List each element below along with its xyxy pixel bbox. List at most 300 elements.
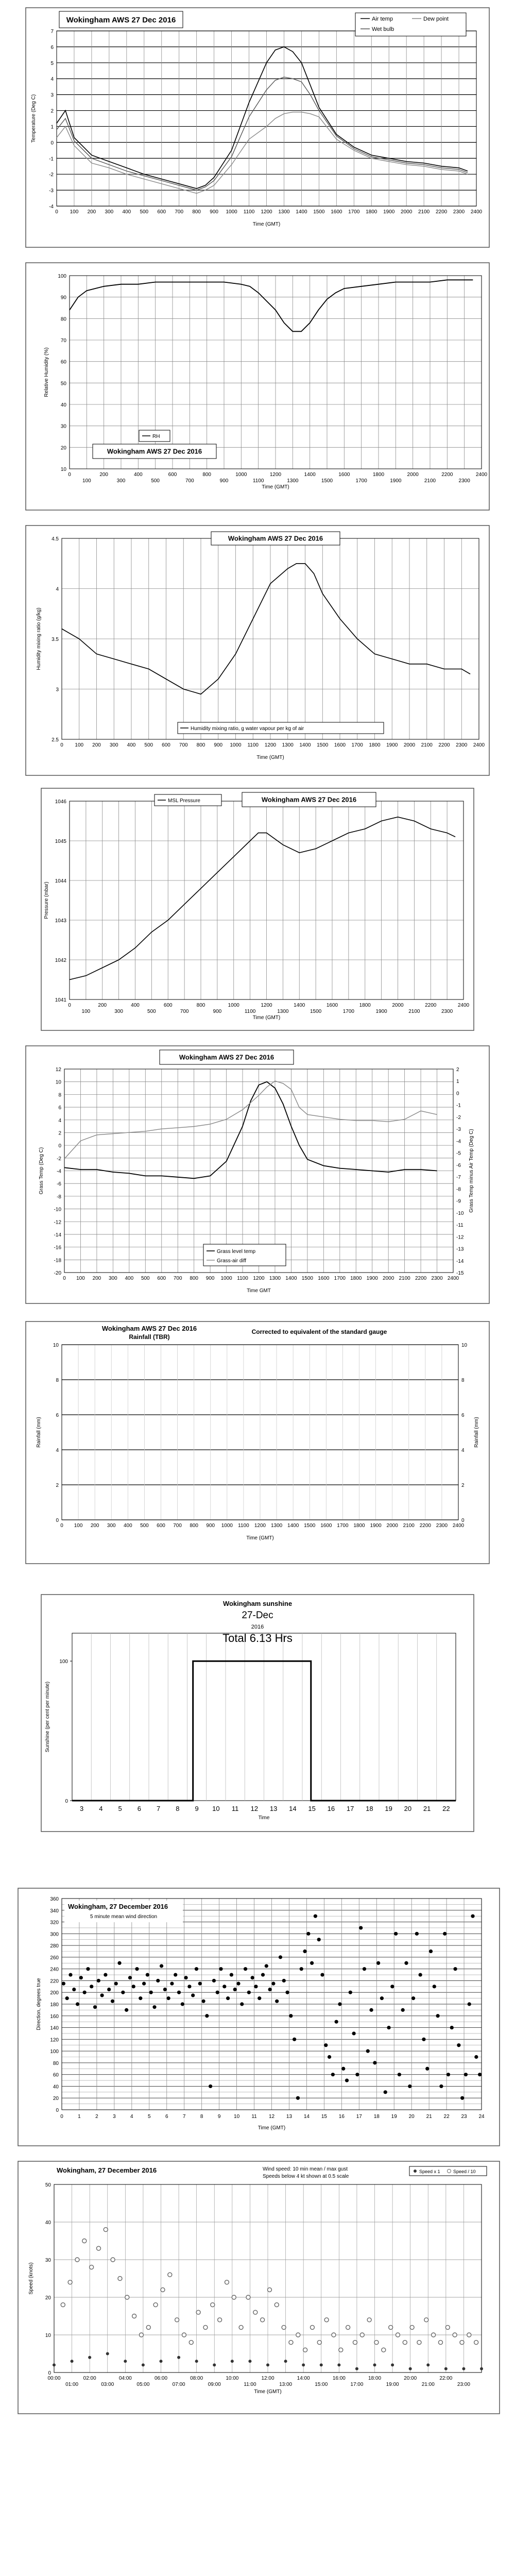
x-tick-label: 1600	[331, 209, 342, 215]
x-axis-label: Time (GMT)	[262, 484, 289, 490]
x-tick-label: 1200	[253, 1276, 265, 1281]
x-tick-label: 500	[140, 209, 149, 215]
y2-tick-label: -14	[456, 1258, 464, 1264]
wind-direction-point	[139, 1996, 142, 2000]
y2-tick-label: 0	[456, 1091, 459, 1097]
wind-direction-point	[289, 2014, 293, 2018]
y-tick-label: -4	[57, 1168, 61, 1175]
x-tick-label: 100	[74, 1523, 83, 1529]
x-tick-label: 23	[461, 2114, 467, 2120]
x-tick-label: 2300	[453, 209, 465, 215]
x-tick-label: 600	[157, 1523, 165, 1529]
x-tick-label: 03:00	[101, 2382, 114, 2387]
x-tick-label: 1200	[254, 1523, 266, 1529]
y-tick-label: 80	[60, 316, 66, 323]
y-tick-label: 4.5	[52, 536, 59, 542]
y-tick-label: 1045	[55, 839, 66, 844]
x-tick-label: 1900	[386, 742, 398, 748]
speed-x1-point	[320, 2363, 323, 2366]
x-tick-label: 300	[109, 742, 118, 748]
wind-direction-point	[404, 1961, 408, 1965]
chart-title: Wokingham AWS 27 Dec 2016	[107, 447, 202, 455]
x-tick-label: 18	[373, 2114, 380, 2120]
x-tick-label: 1800	[372, 472, 385, 478]
speed-div10-point	[432, 2333, 436, 2337]
wind-direction-point	[177, 1991, 181, 1994]
wind-direction-point	[303, 1950, 306, 1953]
x-tick-label: 1400	[299, 742, 311, 748]
chart-title: Wokingham AWS 27 Dec 2016	[101, 1325, 197, 1332]
x-tick-label: 1100	[252, 478, 264, 484]
wind-direction-point	[331, 2073, 335, 2076]
x-tick-label: 900	[205, 1276, 215, 1281]
wind-direction-point	[411, 1996, 415, 2000]
y2-tick-label: -6	[456, 1162, 461, 1168]
wind-direction-point	[425, 2067, 429, 2071]
y2-tick-label: -3	[456, 1127, 461, 1133]
y-tick-label: 3	[50, 92, 54, 98]
chart-subtitle: 5 minute mean wind direction	[90, 1914, 158, 1920]
y-tick-label: 6	[58, 1105, 61, 1111]
chart-title: Wokingham AWS 27 Dec 2016	[179, 1053, 274, 1061]
wind-direction-point	[338, 2002, 341, 2006]
y2-tick-label: -12	[456, 1234, 464, 1241]
y-axis-label: Temperature (Deg C)	[31, 94, 37, 143]
wind-direction-point	[352, 2031, 356, 2035]
x-tick-label: 15:00	[315, 2382, 328, 2387]
wind-direction-point	[433, 1985, 436, 1988]
wind-direction-point	[394, 1932, 398, 1936]
wind-direction-point	[335, 2020, 338, 2024]
wind-direction-point	[117, 1961, 121, 1965]
speed-x1-point	[391, 2363, 394, 2366]
y-tick-label: 340	[50, 1908, 59, 1914]
wind-direction-point	[198, 1982, 202, 1986]
x-tick-label: 600	[168, 472, 177, 478]
speed-div10-point	[111, 2258, 115, 2262]
x-tick-label: 1800	[369, 742, 381, 748]
y-tick-label: 40	[60, 402, 66, 408]
x-tick-label: 9	[195, 1805, 199, 1812]
x-tick-label: 14:00	[297, 2376, 310, 2381]
x-tick-label: 1000	[228, 1003, 239, 1008]
y-tick-label: 1046	[55, 799, 66, 805]
x-tick-label: 19	[385, 1805, 392, 1812]
y-tick-label: 100	[50, 2049, 59, 2055]
x-tick-label: 2000	[386, 1523, 398, 1529]
speed-x1-point	[53, 2363, 56, 2366]
speed-x1-point	[284, 2360, 287, 2363]
x-tick-label: 2100	[424, 478, 436, 484]
x-tick-label: 13	[269, 1805, 278, 1812]
x-tick-label: 1700	[334, 1276, 346, 1281]
wind-direction-point	[439, 2084, 443, 2088]
speed-x1-point	[160, 2360, 163, 2363]
y-tick-label: 0	[48, 2370, 51, 2376]
speed-div10-point	[282, 2325, 286, 2329]
speed-div10-point	[410, 2325, 414, 2329]
x-tick-label: 800	[202, 472, 212, 478]
wind-direction-point	[275, 1999, 279, 2003]
x-tick-label: 1300	[282, 742, 294, 748]
pressure-chart	[0, 783, 515, 1036]
wind-direction-point	[376, 1961, 380, 1965]
wind-direction-point	[457, 2043, 460, 2047]
x-tick-label: 700	[173, 1276, 182, 1281]
chart-note: Corrected to equivalent of the standard gauge	[251, 1328, 387, 1335]
y-axis-label: Direction, degrees true	[36, 1978, 42, 2030]
wind-direction-point	[293, 2038, 296, 2041]
x-tick-label: 2200	[419, 1523, 431, 1529]
x-tick-label: 2200	[425, 1003, 437, 1008]
y-tick-label: 2	[58, 1130, 61, 1137]
wind-speed-chart	[0, 2156, 515, 2419]
y-tick-label: -12	[54, 1219, 61, 1226]
wind-speed-panel	[0, 2156, 515, 2419]
speed-div10-point	[225, 2280, 229, 2284]
x-tick-label: 14	[303, 2114, 310, 2120]
speed-x1-point	[444, 2367, 448, 2370]
wind-direction-point	[310, 1961, 314, 1965]
x-tick-label: 7	[182, 2114, 186, 2120]
speed-div10-point	[189, 2341, 193, 2345]
x-tick-label: 4	[130, 2114, 133, 2120]
x-tick-label: 1200	[261, 209, 272, 215]
legend-label: Dew point	[423, 16, 449, 22]
wind-direction-point	[97, 1979, 100, 1982]
pressure-panel	[0, 783, 515, 1036]
y2-tick-label: -4	[456, 1139, 461, 1145]
x-tick-label: 2300	[441, 1009, 453, 1014]
speed-div10-point	[168, 2273, 172, 2277]
x-tick-label: 1200	[269, 472, 282, 478]
wind-direction-point	[268, 1988, 272, 1991]
speed-div10-point	[317, 2341, 321, 2345]
x-tick-label: 5	[118, 1805, 122, 1812]
x-tick-label: 1200	[264, 742, 277, 748]
x-tick-label: 1400	[304, 472, 316, 478]
y-tick-label: 280	[50, 1943, 59, 1950]
y-tick-label: 3.5	[52, 637, 59, 642]
y2-tick-label: -5	[456, 1150, 461, 1157]
speed-div10-point	[218, 2318, 222, 2322]
x-tick-label: 500	[151, 478, 160, 484]
x-tick-label: 8	[200, 2114, 203, 2120]
wind-direction-point	[90, 1985, 93, 1988]
x-tick-label: 1800	[353, 1523, 365, 1529]
x-tick-label: 1400	[296, 209, 307, 215]
legend-label: MSL Pressure	[168, 798, 200, 804]
y2-tick-label: 0	[461, 1518, 465, 1523]
chart-title: Wokingham, 27 December 2016	[57, 2166, 157, 2174]
wind-direction-point	[93, 2005, 97, 2009]
y-tick-label: 10	[53, 1343, 59, 1348]
x-tick-label: 2400	[470, 209, 483, 215]
wind-direction-point	[314, 1914, 317, 1918]
y2-tick-label: 8	[461, 1378, 465, 1383]
speed-x1-point	[195, 2360, 198, 2363]
y-tick-label: 200	[50, 1990, 59, 1996]
y-tick-label: 2	[50, 108, 54, 114]
x-tick-label: 12	[268, 2114, 275, 2120]
speed-div10-point	[332, 2333, 336, 2337]
x-tick-label: 1300	[269, 1276, 281, 1281]
chart-date: 27-Dec	[242, 1610, 273, 1621]
speed-div10-point	[374, 2341, 379, 2345]
y-tick-label: 4	[50, 76, 54, 82]
speed-x1-point	[337, 2363, 340, 2366]
x-tick-label: 100	[76, 1276, 85, 1281]
speed-x1-point	[213, 2363, 216, 2366]
speed-div10-point	[253, 2310, 258, 2314]
x-tick-label: 1600	[334, 742, 346, 748]
wind-direction-point	[468, 2002, 471, 2006]
speed-div10-point	[104, 2228, 108, 2232]
y-tick-label: 240	[50, 1967, 59, 1973]
x-tick-label: 4	[99, 1805, 103, 1812]
x-tick-label: 900	[213, 1009, 222, 1014]
x-tick-label: 400	[127, 742, 136, 748]
wind-direction-point	[317, 1938, 321, 1941]
x-tick-label: 06:00	[154, 2376, 168, 2381]
y-axis-label: Rainfall (mm)	[36, 1417, 42, 1448]
x-tick-label: 24	[478, 2114, 485, 2120]
y-tick-label: 1044	[55, 878, 66, 884]
y-tick-label: 320	[50, 1920, 59, 1926]
x-tick-label: 05:00	[136, 2382, 150, 2387]
y2-tick-label: -10	[456, 1210, 464, 1216]
wind-direction-point	[436, 2014, 440, 2018]
x-axis-label: Time (GMT)	[258, 2125, 286, 2131]
x-tick-label: 900	[206, 1523, 215, 1529]
legend-swatch	[448, 2170, 451, 2173]
x-tick-label: 01:00	[65, 2382, 79, 2387]
y-tick-label: 100	[59, 1659, 68, 1665]
x-tick-label: 2400	[473, 742, 485, 748]
speed-x1-point	[266, 2363, 269, 2366]
wind-direction-point	[205, 2014, 209, 2018]
speed-div10-point	[246, 2295, 250, 2299]
x-tick-label: 1500	[313, 209, 325, 215]
y-tick-label: 0	[58, 1143, 61, 1149]
x-tick-label: 10:00	[226, 2376, 239, 2381]
wind-direction-point	[296, 2096, 300, 2100]
wind-direction-point	[184, 1976, 188, 1979]
legend-label: Speed / 10	[453, 2169, 476, 2174]
speed-x1-point	[462, 2367, 465, 2370]
x-tick-label: 500	[141, 1276, 150, 1281]
legend-label: Grass-air diff	[217, 1258, 247, 1264]
wind-direction-point	[429, 1950, 433, 1953]
x-tick-label: 22:00	[439, 2376, 453, 2381]
x-tick-label: 600	[163, 1003, 173, 1008]
wind-direction-point	[68, 1973, 72, 1976]
x-tick-label: 200	[92, 1276, 101, 1281]
wind-direction-point	[398, 2073, 401, 2076]
x-tick-label: 2000	[407, 472, 419, 478]
wind-direction-point	[460, 2096, 464, 2100]
x-tick-label: 1900	[366, 1276, 378, 1281]
x-tick-label: 0	[60, 2114, 63, 2120]
speed-div10-point	[267, 2287, 271, 2292]
x-tick-label: 16:00	[332, 2376, 346, 2381]
wind-direction-point	[422, 2038, 425, 2041]
wind-direction-point	[306, 1932, 310, 1936]
y-tick-label: 180	[50, 2002, 59, 2008]
speed-div10-point	[274, 2303, 279, 2307]
speed-div10-point	[132, 2314, 136, 2318]
speed-div10-point	[445, 2325, 450, 2329]
x-tick-label: 1900	[370, 1523, 382, 1529]
wind-direction-point	[146, 1973, 149, 1976]
panel-frame	[18, 1888, 500, 2146]
sunshine-panel	[0, 1589, 515, 1837]
y-tick-label: -4	[49, 204, 54, 210]
x-tick-label: 600	[157, 1276, 166, 1281]
speed-div10-point	[196, 2310, 200, 2314]
speed-div10-point	[367, 2318, 371, 2322]
x-tick-label: 200	[90, 1523, 99, 1529]
y-tick-label: 80	[53, 2060, 59, 2066]
wind-direction-point	[408, 2084, 411, 2088]
x-tick-label: 1200	[261, 1003, 272, 1008]
x-tick-label: 400	[131, 1003, 140, 1008]
panel-frame	[26, 263, 489, 510]
wind-direction-point	[167, 1996, 170, 2000]
x-tick-label: 400	[123, 1523, 132, 1529]
wind-direction-point	[76, 2002, 79, 2006]
wind-direction-point	[349, 1991, 352, 1994]
speed-div10-point	[261, 2318, 265, 2322]
x-tick-label: 1700	[355, 478, 367, 484]
relative-humidity-chart	[0, 258, 515, 515]
y-axis-label: Relative Humidity (%)	[44, 347, 49, 397]
wind-direction-point	[152, 2005, 156, 2009]
x-tick-label: 200	[87, 209, 96, 215]
wind-direction-point	[195, 1967, 198, 1971]
panel-frame	[41, 788, 474, 1030]
y2-tick-label: -1	[456, 1103, 461, 1109]
x-tick-label: 11:00	[244, 2382, 256, 2387]
x-tick-label: 2200	[441, 472, 453, 478]
x-axis-label: Time (GMT)	[254, 2389, 282, 2395]
x-tick-label: 1100	[244, 1009, 256, 1014]
y-tick-label: 50	[45, 2182, 51, 2188]
y-tick-label: 0	[56, 1518, 59, 1523]
chart-subtitle: Rainfall (TBR)	[129, 1333, 170, 1341]
x-axis-label: Time (GMT)	[256, 755, 284, 760]
y2-tick-label: 1	[456, 1079, 459, 1085]
x-tick-label: 10	[234, 2114, 240, 2120]
y-tick-label: 1041	[55, 997, 66, 1003]
speed-div10-point	[289, 2341, 293, 2345]
speed-div10-point	[339, 2348, 343, 2352]
y-tick-label: 160	[50, 2013, 59, 2020]
chart-title: Wokingham sunshine	[222, 1600, 293, 1607]
mixing-ratio-chart	[0, 520, 515, 778]
x-tick-label: 1000	[230, 742, 242, 748]
legend-label: Wet bulb	[372, 26, 394, 32]
x-tick-label: 900	[214, 742, 223, 748]
x-tick-label: 1100	[243, 209, 255, 215]
y-tick-label: -8	[57, 1194, 61, 1200]
wind-direction-point	[156, 1979, 160, 1982]
speed-x1-point	[409, 2367, 412, 2370]
x-tick-label: 100	[70, 209, 79, 215]
speed-div10-point	[324, 2318, 329, 2322]
rainfall-panel	[0, 1316, 515, 1569]
wind-direction-point	[251, 1976, 254, 1979]
x-tick-label: 1600	[326, 1003, 338, 1008]
wind-direction-point	[261, 1973, 265, 1976]
x-tick-label: 600	[162, 742, 170, 748]
x-tick-label: 22	[443, 2114, 450, 2120]
y-tick-label: 4	[56, 586, 59, 592]
x-tick-label: 2300	[431, 1276, 443, 1281]
x-axis-label: Time (GMT)	[246, 1535, 274, 1541]
speed-div10-point	[303, 2348, 307, 2352]
y-tick-label: -1	[49, 156, 54, 162]
speed-div10-point	[161, 2287, 165, 2292]
wind-direction-point	[125, 2008, 128, 2012]
grass-temp-panel	[0, 1041, 515, 1309]
wind-direction-point	[254, 1985, 258, 1988]
y2-tick-label: -7	[456, 1175, 461, 1181]
x-tick-label: 1500	[321, 478, 333, 484]
x-tick-label: 1700	[351, 742, 363, 748]
y-tick-label: 70	[60, 338, 66, 344]
x-tick-label: 2300	[456, 742, 468, 748]
y-tick-label: 220	[50, 1978, 59, 1985]
wind-direction-point	[359, 1926, 363, 1929]
y-axis-label: Speed (knots)	[28, 2262, 34, 2295]
wind-direction-point	[86, 1967, 90, 1971]
wind-direction-point	[135, 1967, 139, 1971]
x-tick-label: 2000	[403, 742, 416, 748]
y-tick-label: 260	[50, 1955, 59, 1961]
y2-tick-label: -11	[456, 1223, 464, 1229]
speed-x1-point	[355, 2367, 358, 2370]
x-tick-label: 2000	[392, 1003, 404, 1008]
x-tick-label: 08:00	[190, 2376, 203, 2381]
speed-div10-point	[61, 2303, 65, 2307]
speed-div10-point	[75, 2258, 79, 2262]
x-tick-label: 1600	[320, 1523, 332, 1529]
wind-direction-point	[471, 1914, 474, 1918]
x-tick-label: 2200	[438, 742, 450, 748]
y-tick-label: 6	[56, 1413, 59, 1418]
speed-div10-point	[153, 2303, 158, 2307]
x-tick-label: 2100	[399, 1276, 410, 1281]
speed-div10-point	[211, 2303, 215, 2307]
wind-direction-point	[369, 2008, 373, 2012]
speed-div10-point	[182, 2333, 186, 2337]
speed-div10-point	[296, 2333, 300, 2337]
y-tick-label: 60	[53, 2072, 59, 2078]
x-tick-label: 02:00	[83, 2376, 96, 2381]
y-tick-label: 2	[56, 1483, 59, 1488]
y-tick-label: 120	[50, 2037, 59, 2043]
wind-direction-point	[282, 1979, 286, 1982]
speed-div10-point	[68, 2280, 72, 2284]
x-tick-label: 200	[92, 742, 101, 748]
wind-direction-point	[142, 1982, 146, 1986]
chart-title: Wokingham AWS 27 Dec 2016	[66, 15, 176, 25]
x-tick-label: 1500	[317, 742, 329, 748]
speed-div10-point	[90, 2265, 94, 2269]
wind-direction-point	[83, 1991, 87, 1994]
speed-div10-point	[175, 2318, 179, 2322]
